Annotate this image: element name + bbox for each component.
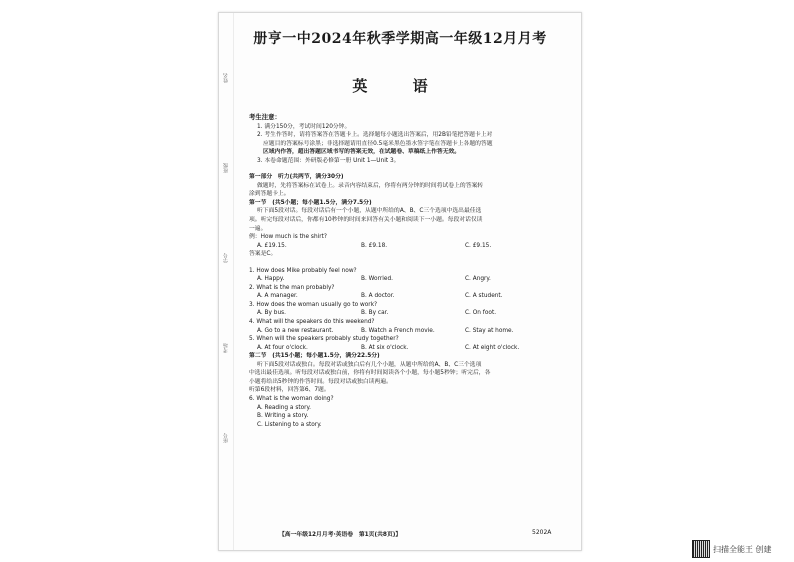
exam-subject: 英 语 (352, 77, 448, 95)
scanner-watermark (692, 540, 772, 558)
notice-item: 应题目的答案标号涂黑；非选择题请用直径0.5毫米黑色墨水签字笔在答题卡上各题的答题 (263, 140, 493, 147)
option: B. At six o'clock. (361, 344, 409, 351)
page-footer: 【高一年级12月月考·英语卷 第1页(共8页)】 (279, 532, 402, 538)
notice-item: 3. 本卷命题范围：外研版必修第一册 Unit 1—Unit 3。 (257, 157, 400, 164)
edge-label-name: 姓名 (223, 73, 229, 83)
question-options (249, 292, 569, 301)
option: A. Go to a new restaurant. (257, 327, 334, 334)
option: A. Reading a story. (257, 404, 311, 411)
part1-heading: 第一部分 听力(共两节，满分30分) (249, 174, 344, 181)
edge-label-seat: 座号 (223, 433, 229, 443)
exam-title: 册亨一中2024年秋季学期高一年级12月月考 (253, 31, 547, 47)
section2-intro: 听第6段材料，回答第6、7题。 (249, 387, 330, 394)
question-options (249, 327, 569, 336)
option: C. At eight o'clock. (465, 344, 520, 351)
part1-intro: 做题时，先将答案标在试卷上。录音内容结束后，你将有两分钟的时间将试卷上的答案转 (257, 182, 484, 189)
option: B. Watch a French movie. (361, 327, 435, 334)
part1-intro: 涂到答题卡上。 (249, 191, 290, 198)
question: 6. What is the woman doing? (249, 395, 334, 402)
option: B. Writing a story. (257, 413, 309, 420)
watermark-text: 扫描全能王 创建 (713, 544, 772, 554)
option: B. £9.18. (361, 242, 388, 249)
edge-label-room: 考场 (223, 343, 229, 353)
question: 3. How does the woman usually go to work? (249, 301, 378, 308)
option: B. A doctor. (361, 293, 395, 300)
option: A. Happy. (257, 276, 285, 283)
notice-item: 2. 考生作答时，请将答案答在答题卡上。选择题每小题选出答案后，用2B铅笔把答题卡上对 (257, 132, 493, 139)
notice-item: 区域内作答，超出答题区域书写的答案无效，在试题卷、草稿纸上作答无效。 (263, 149, 461, 156)
option: B. Worried. (361, 276, 393, 283)
option: A. At four o'clock. (257, 344, 308, 351)
option: C. £9.15. (465, 242, 492, 249)
option: C. Stay at home. (465, 327, 514, 334)
option: A. £19.15. (257, 242, 287, 249)
section1-intro: 一遍。 (249, 225, 267, 232)
exam-content (249, 113, 569, 429)
section2-heading: 第二节 (共15小题；每小题1.5分，满分22.5分) (249, 353, 380, 360)
qr-code-icon (692, 540, 710, 558)
section2-intro: 听下面5段对话或独白。每段对话或独白后有几个小题，从题中所给的A、B、C三个选项 (257, 361, 482, 368)
section1-intro: 听下面5段对话。每段对话后有一个小题，从题中所给的A、B、C三个选项中选出最佳选 (257, 208, 482, 215)
section1-intro: 项。听完每段对话后，你都有10秒钟的时间来回答有关小题和阅读下一小题。每段对话仅读 (249, 217, 483, 224)
option: A. A manager. (257, 293, 298, 300)
question-options (249, 275, 569, 284)
paper-code: 5202A (532, 529, 552, 536)
notice-heading: 考生注意： (249, 113, 281, 121)
option: A. By bus. (257, 310, 287, 317)
edge-label-class: 班级 (223, 163, 229, 173)
question: 1. How does Mike probably feel now? (249, 267, 357, 274)
example-answer: 答案是C。 (249, 251, 277, 258)
question-options (249, 309, 569, 318)
question: 5. When will the speakers probably study together? (249, 336, 399, 343)
section2-intro: 中选出最佳选项。听每段对话或独白前，你将有时间阅读各个小题，每小题5秒钟；听完后，各 (249, 370, 491, 377)
question-options (249, 344, 569, 353)
question: 2. What is the man probably? (249, 284, 335, 291)
exam-page (218, 12, 582, 551)
notice-item: 1. 满分150分，考试时间120分钟。 (257, 123, 351, 130)
option: C. On foot. (465, 310, 497, 317)
section2-intro: 小题将给出5秒钟的作答时间。每段对话或独白读两遍。 (249, 378, 392, 385)
option: B. By car. (361, 310, 389, 317)
option: C. Angry. (465, 276, 491, 283)
question-list (249, 267, 569, 352)
section1-heading: 第一节 (共5小题；每小题1.5分，满分7.5分) (249, 199, 372, 206)
edge-label-number: 学号 (223, 253, 229, 263)
example-options (249, 242, 569, 251)
option: C. A student. (465, 293, 503, 300)
example-question: 例：How much is the shirt? (249, 234, 327, 241)
option: C. Listening to a story. (257, 421, 322, 428)
question: 4. What will the speakers do this weekend? (249, 319, 375, 326)
